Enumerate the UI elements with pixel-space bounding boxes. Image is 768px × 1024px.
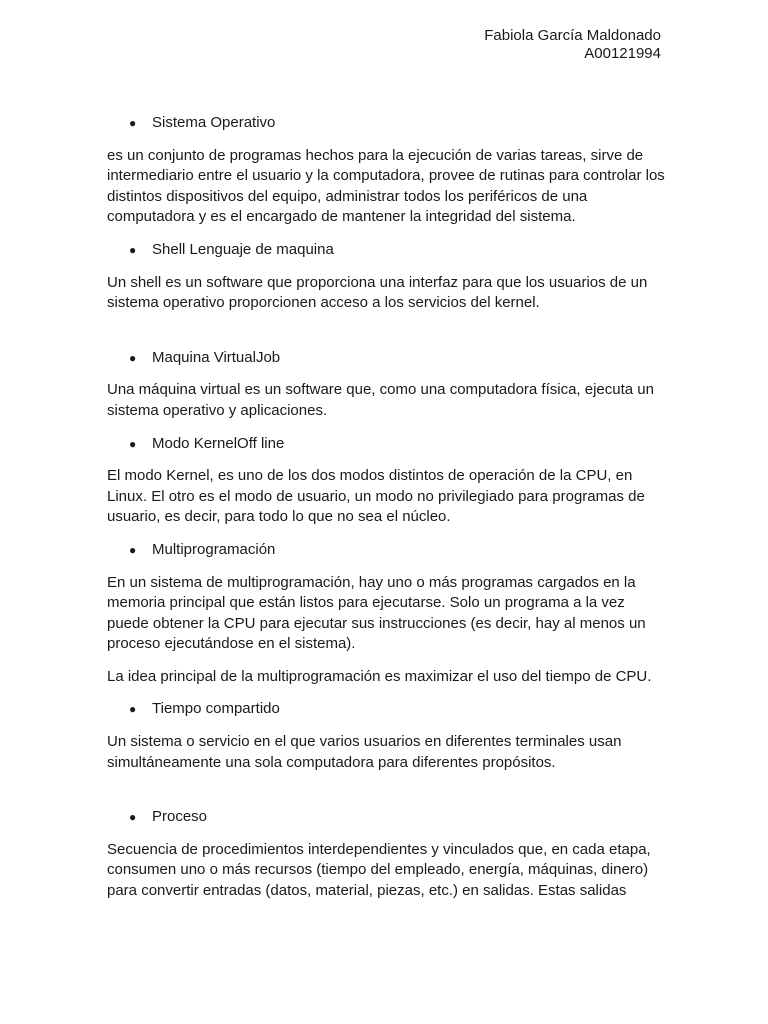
bullet-icon: ● (129, 542, 137, 557)
bullet-heading: ● Multiprogramación (129, 540, 667, 561)
bullet-icon: ● (129, 116, 137, 130)
bullet-heading: ● Tiempo compartido (129, 699, 667, 720)
bullet-icon: ● (129, 810, 137, 825)
bullet-heading: ● Modo KernelOff line (129, 434, 667, 455)
paragraph: Una máquina virtual es un software que, como una computadora física, ejecuta un sistema operativo y aplicaciones. (107, 381, 654, 419)
paragraph: Secuencia de procedimientos interdependientes y vinculados que, en cada etapa, consumen uno o más recursos (tiempo del empleado, energía, máquinas, dinero) para convertir entradas (datos, material, piezas, etc.) en salidas. Estas salidas (107, 840, 651, 900)
paragraph: En un sistema de multiprogramación, hay uno o más programas cargados en la memoria principal que están listos para ejecutarse. Solo un programa a la vez puede obtener la CPU para ejecutar sus instrucciones (es decir, hay al menos un proceso ejecutándose en el sistema). (107, 573, 646, 653)
bullet-icon: ● (129, 436, 137, 451)
bullet-heading: ● Maquina VirtualJob (129, 348, 667, 369)
document-body (107, 113, 667, 914)
bullet-heading: ● Sistema Operativo (129, 113, 667, 134)
bullet-icon: ● (129, 242, 137, 257)
author-header (484, 27, 661, 63)
bullet-icon: ● (129, 350, 137, 365)
paragraph: Un shell es un software que proporciona una interfaz para que los usuarios de un sistema operativo proporcionen acceso a los servicios del kernel. (107, 273, 648, 312)
bullet-icon: ● (129, 702, 137, 717)
paragraph: La idea principal de la multiprogramación es maximizar el uso del tiempo de CPU. (107, 667, 652, 685)
bullet-heading: ● Proceso (129, 807, 667, 828)
author-name: Fabiola García Maldonado (484, 27, 661, 44)
paragraph: Un sistema o servicio en el que varios usuarios en diferentes terminales usan simultáneamente una sola computadora para diferentes propósitos. (107, 733, 622, 771)
paragraph: El modo Kernel, es uno de los dos modos distintos de operación de la CPU, en Linux. El otro es el modo de usuario, un modo no privilegiado para programas de usuario, es decir, para todo lo que no sea el núcleo. (107, 467, 645, 526)
student-id: A00121994 (584, 45, 661, 62)
bullet-heading: ● Shell Lenguaje de maquina (129, 240, 667, 261)
paragraph: es un conjunto de programas hechos para la ejecución de varias tareas, sirve de intermediario entre el usuario y la computadora, provee de rutinas para controlar los distintos dispositivos del equipo, administrar todos los periféricos de una computadora y es el encargado de mantener la integridad del sistema. (107, 146, 665, 226)
